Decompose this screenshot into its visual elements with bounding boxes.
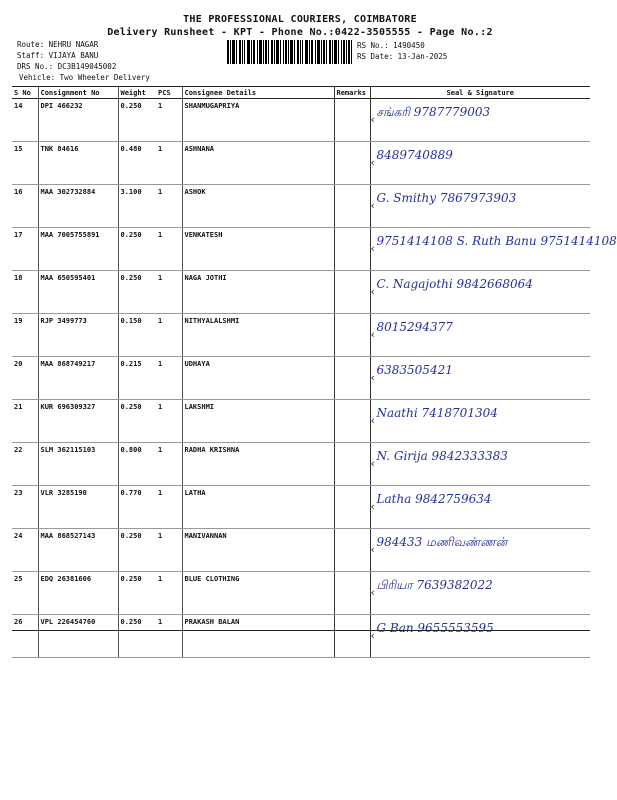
row-sno: 21 — [12, 400, 38, 443]
table-row — [12, 142, 590, 185]
handwritten-signature: Naathi 7418701304 — [376, 406, 498, 420]
handwritten-signature: C. Nagajothi 9842668064 — [376, 277, 533, 291]
row-sno: 26 — [12, 615, 38, 658]
row-consignment: VLR 3285190 — [38, 486, 118, 529]
tick-mark-icon: ‹ — [370, 414, 375, 427]
header-weight: Weight — [118, 87, 156, 99]
row-sno: 14 — [12, 99, 38, 142]
table-row — [12, 443, 590, 486]
row-seal-signature — [370, 185, 590, 228]
row-consignee: BLUE CLOTHING — [182, 572, 334, 615]
row-consignment: MAA 650595401 — [38, 271, 118, 314]
table-row — [12, 185, 590, 228]
row-remarks — [334, 443, 370, 486]
table-row — [12, 486, 590, 529]
table-row — [12, 400, 590, 443]
runsheet-subtitle: Delivery Runsheet - KPT - Phone No.:0422-3505555 - Page No.:2 — [107, 27, 493, 38]
row-consignment: MAA 7005755891 — [38, 228, 118, 271]
row-seal-signature — [370, 357, 590, 400]
row-remarks — [334, 314, 370, 357]
tick-mark-icon: ‹ — [370, 371, 375, 384]
row-sno: 17 — [12, 228, 38, 271]
handwritten-signature: சங்கரி 9787779003 — [376, 105, 491, 119]
table-bottom-rule — [12, 630, 590, 631]
table-row — [12, 314, 590, 357]
row-pcs: 1 — [156, 486, 182, 529]
row-sno: 22 — [12, 443, 38, 486]
row-consignee: VENKATESH — [182, 228, 334, 271]
row-pcs: 1 — [156, 271, 182, 314]
tick-mark-icon: ‹ — [370, 543, 375, 556]
handwritten-signature: G Ban 9655553595 — [376, 621, 494, 635]
row-pcs: 1 — [156, 400, 182, 443]
row-weight: 0.150 — [118, 314, 156, 357]
staff-label: Staff: VIJAYA BANU — [17, 51, 99, 60]
row-pcs: 1 — [156, 572, 182, 615]
row-consignment: KUR 696309327 — [38, 400, 118, 443]
row-seal-signature — [370, 443, 590, 486]
row-seal-signature — [370, 142, 590, 185]
header-sno: S No — [12, 87, 38, 99]
row-sno: 18 — [12, 271, 38, 314]
row-consignment: MAA 868749217 — [38, 357, 118, 400]
row-sno: 20 — [12, 357, 38, 400]
row-remarks — [334, 142, 370, 185]
row-consignment: EDQ 26381606 — [38, 572, 118, 615]
rs-number: RS No.: 1490450 — [357, 41, 425, 50]
tick-mark-icon: ‹ — [370, 586, 375, 599]
row-weight: 0.800 — [118, 443, 156, 486]
row-seal-signature — [370, 615, 590, 658]
row-consignment: MAA 868527143 — [38, 529, 118, 572]
row-weight: 0.250 — [118, 400, 156, 443]
handwritten-signature: N. Girija 9842333383 — [376, 449, 508, 463]
handwritten-signature: பிரியா 7639382022 — [376, 578, 493, 592]
row-weight: 0.250 — [118, 615, 156, 658]
handwritten-signature: Latha 9842759634 — [376, 492, 492, 506]
row-consignee: NAGA JOTHI — [182, 271, 334, 314]
row-remarks — [334, 400, 370, 443]
row-remarks — [334, 357, 370, 400]
route-label: Route: NEHRU NAGAR — [17, 40, 99, 49]
row-seal-signature — [370, 486, 590, 529]
row-weight: 0.250 — [118, 228, 156, 271]
row-seal-signature — [370, 400, 590, 443]
row-consignment: RJP 3499773 — [38, 314, 118, 357]
row-sno: 23 — [12, 486, 38, 529]
row-consignee: RADHA KRISHNA — [182, 443, 334, 486]
row-consignment: TNK 84616 — [38, 142, 118, 185]
row-seal-signature — [370, 314, 590, 357]
row-consignee: SHANMUGAPRIYA — [182, 99, 334, 142]
row-weight: 0.250 — [118, 572, 156, 615]
row-remarks — [334, 486, 370, 529]
row-remarks — [334, 615, 370, 658]
row-seal-signature — [370, 271, 590, 314]
tick-mark-icon: ‹ — [370, 113, 375, 126]
row-remarks — [334, 271, 370, 314]
row-pcs: 1 — [156, 615, 182, 658]
handwritten-signature: 8489740889 — [376, 148, 453, 162]
row-weight: 0.250 — [118, 99, 156, 142]
row-consignment: VPL 226454760 — [38, 615, 118, 658]
row-pcs: 1 — [156, 529, 182, 572]
drs-number: DRS No.: DC3B149045002 — [17, 62, 117, 71]
table-row — [12, 357, 590, 400]
row-consignee: NITHYALALSHMI — [182, 314, 334, 357]
row-remarks — [334, 529, 370, 572]
row-consignee: LAKSHMI — [182, 400, 334, 443]
handwritten-signature: 9751414108 S. Ruth Banu 9751414108 — [376, 234, 617, 248]
tick-mark-icon: ‹ — [370, 156, 375, 169]
row-consignee: LATHA — [182, 486, 334, 529]
row-weight: 3.100 — [118, 185, 156, 228]
table-row — [12, 271, 590, 314]
row-weight: 0.250 — [118, 529, 156, 572]
tick-mark-icon: ‹ — [370, 328, 375, 341]
tick-mark-icon: ‹ — [370, 199, 375, 212]
row-consignee: UDHAYA — [182, 357, 334, 400]
row-remarks — [334, 572, 370, 615]
row-sno: 16 — [12, 185, 38, 228]
table-row — [12, 615, 590, 658]
header-pcs: PCS — [156, 87, 182, 99]
row-remarks — [334, 185, 370, 228]
row-consignee: MANIVANNAN — [182, 529, 334, 572]
table-row — [12, 529, 590, 572]
company-title: THE PROFESSIONAL COURIERS, COIMBATORE — [183, 14, 417, 25]
handwritten-signature: G. Smithy 7867973903 — [376, 191, 517, 205]
barcode-icon — [227, 40, 352, 64]
tick-mark-icon: ‹ — [370, 500, 375, 513]
header-consignment: Consignment No — [38, 87, 118, 99]
tick-mark-icon: ‹ — [370, 242, 375, 255]
row-weight: 0.480 — [118, 142, 156, 185]
row-pcs: 1 — [156, 185, 182, 228]
row-remarks — [334, 99, 370, 142]
row-consignment: DPI 466232 — [38, 99, 118, 142]
row-consignment: MAA 302732884 — [38, 185, 118, 228]
row-sno: 24 — [12, 529, 38, 572]
header-seal: Seal & Signature — [370, 87, 590, 99]
row-sno: 25 — [12, 572, 38, 615]
row-weight: 0.215 — [118, 357, 156, 400]
row-seal-signature — [370, 529, 590, 572]
row-consignee: ASHOK — [182, 185, 334, 228]
tick-mark-icon: ‹ — [370, 457, 375, 470]
row-weight: 0.770 — [118, 486, 156, 529]
row-remarks — [334, 228, 370, 271]
handwritten-signature: 6383505421 — [376, 363, 453, 377]
row-seal-signature — [370, 228, 617, 271]
table-row — [12, 99, 590, 142]
row-consignee: ASHNANA — [182, 142, 334, 185]
row-sno: 15 — [12, 142, 38, 185]
row-weight: 0.250 — [118, 271, 156, 314]
row-pcs: 1 — [156, 443, 182, 486]
row-sno: 19 — [12, 314, 38, 357]
table-row — [12, 572, 590, 615]
table-header-row — [12, 87, 590, 99]
row-pcs: 1 — [156, 228, 182, 271]
row-pcs: 1 — [156, 314, 182, 357]
row-pcs: 1 — [156, 357, 182, 400]
header-remarks: Remarks — [334, 87, 370, 99]
handwritten-signature: 8015294377 — [376, 320, 453, 334]
row-pcs: 1 — [156, 142, 182, 185]
runsheet-table — [12, 86, 617, 658]
tick-mark-icon: ‹ — [370, 285, 375, 298]
row-pcs: 1 — [156, 99, 182, 142]
row-consignment: SLM 362115103 — [38, 443, 118, 486]
table-row — [12, 228, 590, 271]
handwritten-signature: 984433 மணிவண்ணன் — [376, 535, 508, 549]
row-consignee: PRAKASH BALAN — [182, 615, 334, 658]
vehicle-label: Vehicle: Two Wheeler Delivery — [19, 73, 150, 82]
row-seal-signature — [370, 99, 590, 142]
row-seal-signature — [370, 572, 590, 615]
tick-mark-icon: ‹ — [370, 629, 375, 642]
rs-date: RS Date: 13-Jan-2025 — [357, 52, 448, 61]
header-consignee: Consignee Details — [182, 87, 334, 99]
